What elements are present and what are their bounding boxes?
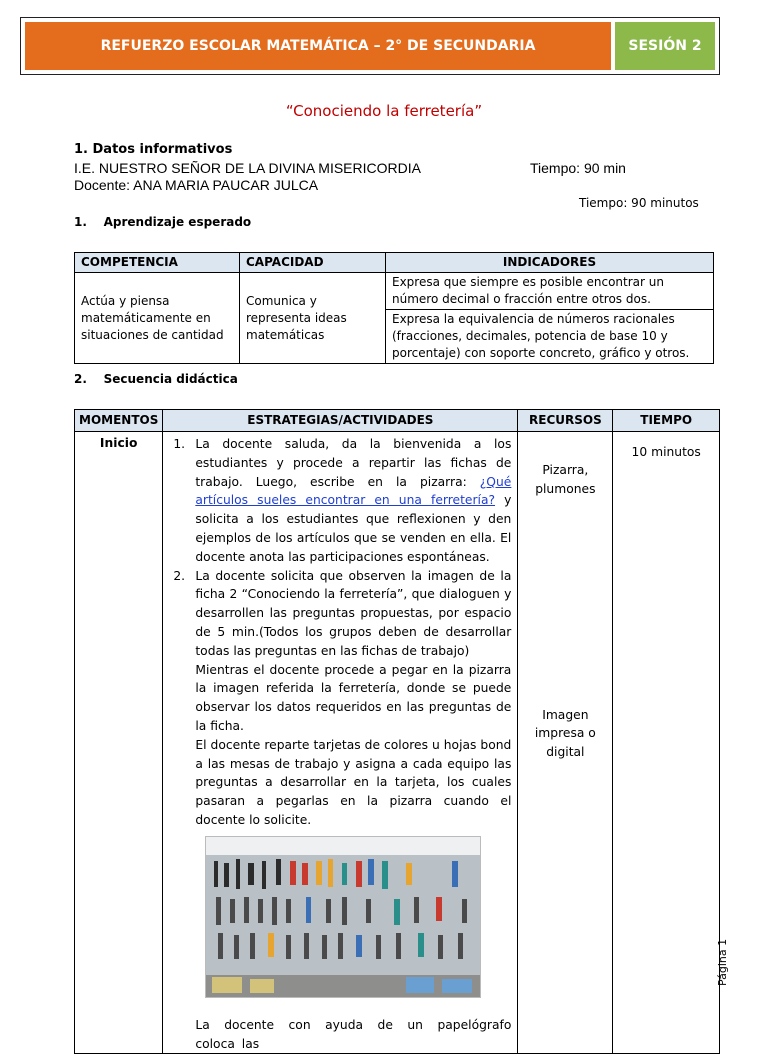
activities-cell (163, 432, 518, 1054)
activity-number: 2. (173, 568, 186, 583)
paragraph-3: La docente con ayuda de un papelógrafo coloca las (195, 1017, 512, 1051)
page-number: Página 1 (716, 938, 729, 986)
col-competencia: COMPETENCIA (75, 253, 240, 273)
school-name: I.E. NUESTRO SEÑOR DE LA DIVINA MISERICORDIA (74, 160, 421, 176)
activity-1-text-a: La docente saluda, da la bienvenida a los estudiantes y procede a repartir las fichas de trabajo. Luego, escribe en la pizarra: (195, 437, 512, 489)
paragraph-2: El docente reparte tarjetas de colores u hojas bond a las mesas de trabajo y asigna a cada equipo las preguntas a desarrollar en la tarjeta, los cuales pasaran a pegarlas en la pizarra cuando el docente lo solicite. (195, 737, 512, 827)
secuencia-heading: 2. Secuencia didáctica (74, 372, 238, 386)
competency-table (74, 252, 714, 364)
capacidad-cell: Comunica y representa ideas matemáticas (240, 273, 386, 364)
col-momentos: MOMENTOS (75, 410, 163, 432)
time-value: 10 minutos (631, 445, 701, 459)
col-indicadores: INDICADORES (386, 253, 714, 273)
resource-1: Pizarra, plumones (535, 463, 596, 496)
document-title: “Conociendo la ferretería” (285, 102, 483, 120)
teacher-name: Docente: ANA MARIA PAUCAR JULCA (74, 177, 319, 193)
activity-number: 1. (173, 437, 186, 451)
time-cell (613, 432, 720, 1054)
question-link[interactable]: ¿Qué artículos sueles encontrar en una ferretería? (195, 474, 512, 508)
sequence-table (74, 409, 720, 1054)
activity-1-text-b: y solicita a los estudiantes que reflexionen y den ejemplos de los artículos que se venden en ella. El docente anota las participaciones espontáneas. (195, 493, 512, 564)
hardware-store-photo (205, 836, 481, 998)
col-recursos: RECURSOS (518, 410, 613, 432)
indicador-1: Expresa que siempre es posible encontrar un número decimal o fracción entre otros dos. (386, 273, 714, 310)
aprendizaje-heading: 1. Aprendizaje esperado (74, 215, 252, 229)
indicador-2: Expresa la equivalencia de números racionales (fracciones, decimales, potencia de base 10 y porcentaje) con soporte concreto, gráfico y otros. (386, 310, 714, 364)
col-estrategias: ESTRATEGIAS/ACTIVIDADES (163, 410, 518, 432)
competencia-cell: Actúa y piensa matemáticamente en situaciones de cantidad (75, 273, 240, 364)
session-badge: SESIÓN 2 (615, 22, 715, 70)
momento-cell: Inicio (75, 432, 163, 1054)
header-banner (20, 17, 720, 75)
time-short: Tiempo: 90 min (530, 160, 626, 176)
time-long: Tiempo: 90 minutos (579, 196, 699, 210)
col-tiempo: TIEMPO (613, 410, 720, 432)
datos-heading: 1. Datos informativos (74, 142, 233, 157)
hardware-store-illustration (206, 837, 480, 997)
activity-1 (169, 435, 511, 567)
resources-cell (518, 432, 613, 1054)
col-capacidad: CAPACIDAD (240, 253, 386, 273)
banner-title: REFUERZO ESCOLAR MATEMÁTICA – 2° DE SECUNDARIA (25, 22, 611, 70)
activity-2-text: La docente solicita que observen la imagen de la ficha 2 “Conociendo la ferretería”, que dialoguen y desarrollen las preguntas propuestas, por espacio de 5 min.(Todos los grupos deben de desarrollar todas las preguntas en las fichas de trabajo) (195, 568, 512, 658)
resource-2: Imagen impresa o digital (534, 707, 596, 760)
activity-2 (169, 567, 511, 661)
paragraph-1: Mientras el docente procede a pegar en la pizarra la imagen referida la ferretería, donde se puede observar los datos requeridos en las preguntas de la ficha. (195, 662, 512, 733)
